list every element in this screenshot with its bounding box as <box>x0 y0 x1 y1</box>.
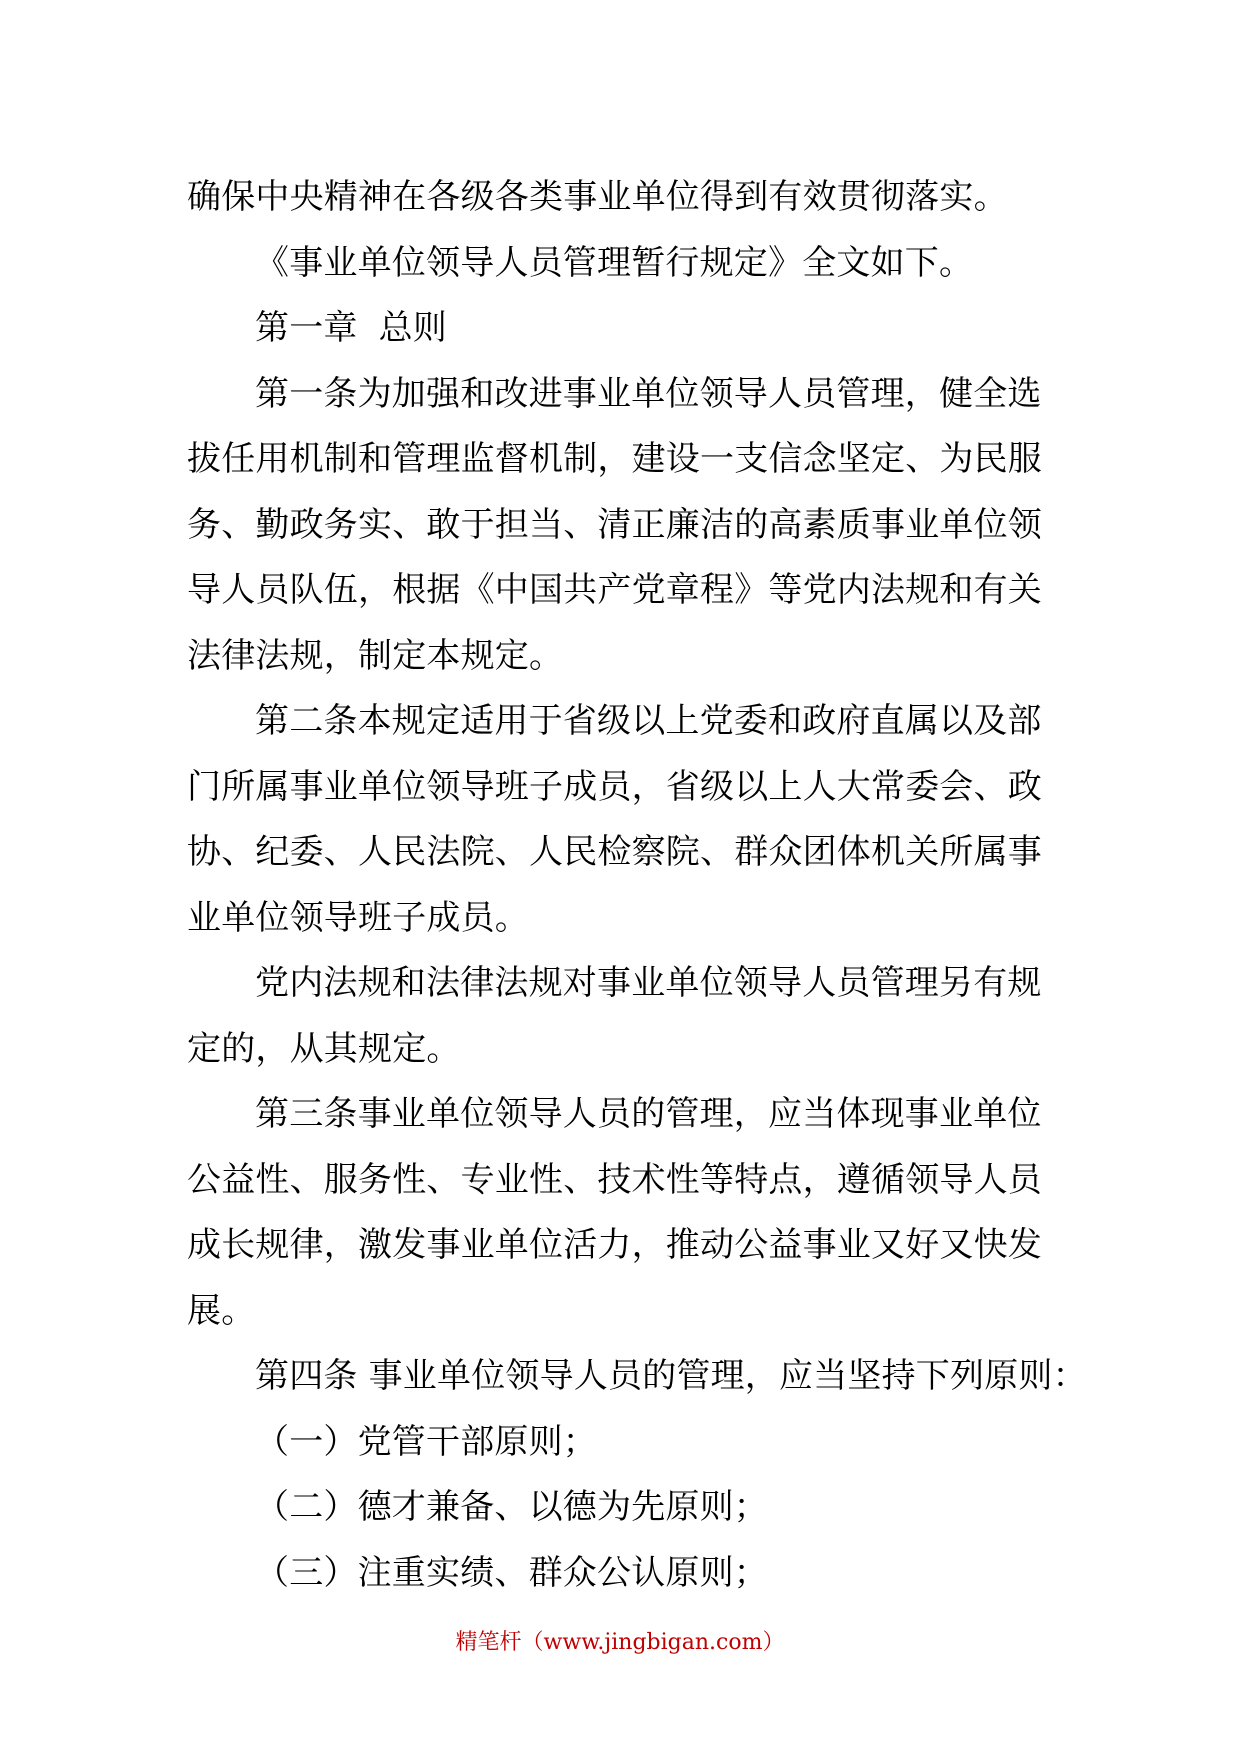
article-2-line: 业单位领导班子成员。 <box>187 897 529 938</box>
article-4-line: 第四条 事业单位领导人员的管理，应当坚持下列原则： <box>255 1356 1087 1396</box>
article-3-line: 成长规律，激发事业单位活力，推动公益事业又好又快发 <box>187 1225 1042 1265</box>
article-2-line: 第二条本规定适用于省级以上党委和政府直属以及部 <box>255 701 1042 741</box>
article-1-line: 导人员队伍，根据《中国共产党章程》等党内法规和有关 <box>187 570 1042 610</box>
article-1-line: 第一条为加强和改进事业单位领导人员管理，健全选 <box>255 373 1042 414</box>
article-1-line: 拔任用机制和管理监督机制，建设一支信念坚定、为民服 <box>187 439 1042 479</box>
article-3-line: 公益性、服务性、专业性、技术性等特点，遵循领导人员 <box>187 1159 1042 1200</box>
article-3-line: 第三条事业单位领导人员的管理，应当体现事业单位 <box>255 1094 1042 1134</box>
article-2-note-line: 定的，从其规定。 <box>187 1028 461 1069</box>
body-line: 《事业单位领导人员管理暂行规定》全文如下。 <box>255 242 974 283</box>
principle-item: （三）注重实绩、群众公认原则； <box>255 1552 768 1593</box>
article-2-note-line: 党内法规和法律法规对事业单位领导人员管理另有规 <box>255 963 1042 1003</box>
principle-item: （二）德才兼备、以德为先原则； <box>255 1487 768 1527</box>
article-1-line: 务、勤政务实、敢于担当、清正廉洁的高素质事业单位领 <box>187 504 1042 545</box>
chapter-heading: 第一章 总则 <box>255 308 448 348</box>
document-body <box>187 165 1087 1606</box>
article-3-line: 展。 <box>187 1290 256 1331</box>
article-2-line: 门所属事业单位领导班子成员，省级以上人大常委会、政 <box>187 766 1042 807</box>
body-line: 确保中央精神在各级各类事业单位得到有效贯彻落实。 <box>187 177 1008 217</box>
article-2-line: 协、纪委、人民法院、人民检察院、群众团体机关所属事 <box>187 832 1042 872</box>
principle-item: （一）党管干部原则； <box>255 1421 597 1462</box>
article-1-line: 法律法规，制定本规定。 <box>187 635 564 676</box>
footer-watermark[interactable]: 精笔杆（www.jingbigan.com） <box>455 1630 785 1655</box>
